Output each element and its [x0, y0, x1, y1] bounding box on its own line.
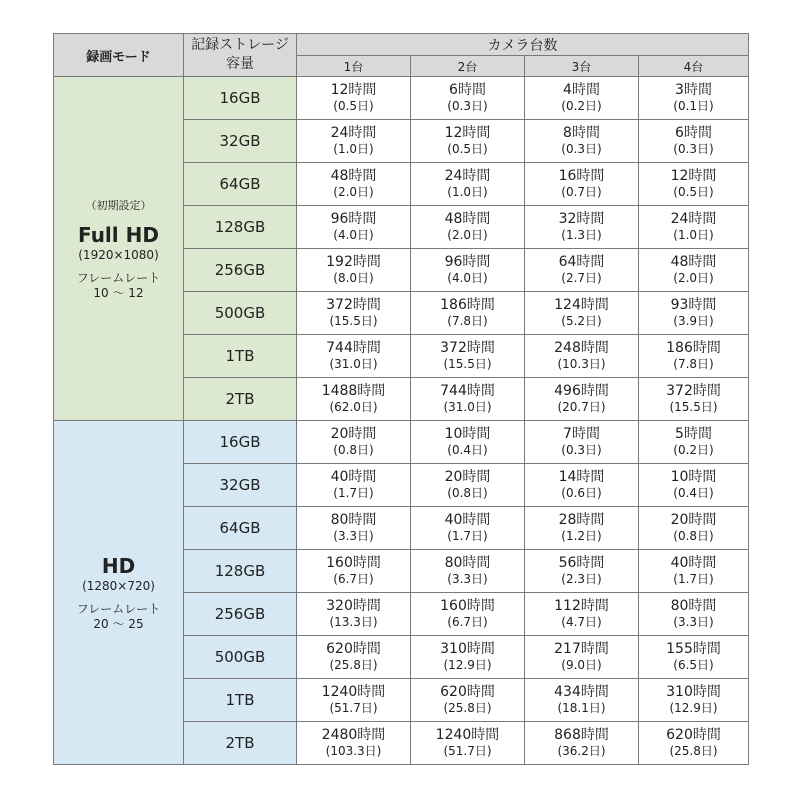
recording-days: (31.0日) — [443, 400, 492, 414]
recording-time-cell — [297, 77, 411, 120]
recording-days: (15.5日) — [329, 314, 378, 328]
recording-days: (12.9日) — [669, 701, 718, 715]
storage-capacity-cell: 500GB — [184, 292, 297, 335]
recording-hours: 320時間 — [326, 598, 381, 614]
header-storage-capacity — [184, 34, 297, 77]
recording-time-cell — [297, 550, 411, 593]
recording-days: (0.5日) — [333, 99, 374, 113]
recording-hours: 112時間 — [554, 598, 609, 614]
recording-time-cell — [297, 593, 411, 636]
recording-time-cell — [639, 335, 749, 378]
recording-hours: 217時間 — [554, 641, 609, 657]
recording-days: (1.2日) — [561, 529, 602, 543]
recording-hours: 160時間 — [440, 598, 495, 614]
recording-days: (1.7日) — [673, 572, 714, 586]
recording-hours: 10時間 — [670, 469, 717, 485]
recording-hours: 12時間 — [444, 125, 491, 141]
recording-days: (4.0日) — [447, 271, 488, 285]
recording-days: (20.7日) — [557, 400, 606, 414]
recording-hours: 620時間 — [326, 641, 381, 657]
recording-days: (10.3日) — [557, 357, 606, 371]
recording-hours: 5時間 — [675, 426, 712, 442]
storage-capacity-cell: 32GB — [184, 120, 297, 163]
recording-days: (0.2日) — [561, 99, 602, 113]
mode-resolution: (1280×720) — [82, 578, 155, 593]
recording-time-cell — [525, 335, 639, 378]
recording-hours: 16時間 — [558, 168, 605, 184]
recording-days: (1.0日) — [447, 185, 488, 199]
recording-time-cell — [411, 593, 525, 636]
recording-time-cell — [297, 335, 411, 378]
storage-capacity-cell: 16GB — [184, 77, 297, 120]
mode-frame-label: フレームレート — [76, 601, 161, 616]
recording-time-cell — [639, 163, 749, 206]
recording-days: (31.0日) — [329, 357, 378, 371]
mode-name: HD — [101, 553, 136, 578]
recording-time-cell — [411, 679, 525, 722]
recording-hours: 186時間 — [440, 297, 495, 313]
header-cameras-1: 1台 — [297, 56, 411, 77]
mode-frame-label: フレームレート — [76, 270, 161, 285]
mode-name: Full HD — [78, 222, 159, 247]
recording-time-cell — [411, 77, 525, 120]
recording-hours: 496時間 — [554, 383, 609, 399]
recording-days: (25.8日) — [669, 744, 718, 758]
recording-days: (0.3日) — [447, 99, 488, 113]
storage-capacity-cell: 2TB — [184, 722, 297, 765]
recording-hours: 248時間 — [554, 340, 609, 356]
header-cameras-4: 4台 — [639, 56, 749, 77]
recording-days: (9.0日) — [561, 658, 602, 672]
recording-hours: 56時間 — [558, 555, 605, 571]
recording-time-cell — [411, 292, 525, 335]
recording-time-cell — [297, 378, 411, 421]
recording-time-cell — [411, 120, 525, 163]
recording-hours: 4時間 — [563, 82, 600, 98]
recording-time-cell — [297, 206, 411, 249]
header-camera-count: カメラ台数 — [297, 34, 749, 56]
recording-time-cell — [411, 378, 525, 421]
recording-days: (5.2日) — [561, 314, 602, 328]
storage-capacity-cell: 16GB — [184, 421, 297, 464]
recording-hours: 2480時間 — [321, 727, 386, 743]
recording-time-cell — [297, 679, 411, 722]
storage-capacity-cell: 64GB — [184, 163, 297, 206]
recording-time-cell — [411, 722, 525, 765]
recording-time-cell — [639, 77, 749, 120]
recording-time-cell — [297, 722, 411, 765]
recording-time-cell — [525, 550, 639, 593]
recording-time-cell — [639, 206, 749, 249]
recording-hours: 24時間 — [670, 211, 717, 227]
recording-hours: 1240時間 — [321, 684, 386, 700]
recording-days: (0.6日) — [561, 486, 602, 500]
recording-time-cell — [639, 249, 749, 292]
recording-time-cell — [411, 335, 525, 378]
recording-hours: 744時間 — [326, 340, 381, 356]
recording-hours: 64時間 — [558, 254, 605, 270]
recording-days: (0.4日) — [447, 443, 488, 457]
mode-resolution: (1920×1080) — [78, 247, 159, 262]
recording-hours: 372時間 — [666, 383, 721, 399]
recording-days: (6.7日) — [447, 615, 488, 629]
recording-time-cell — [525, 636, 639, 679]
recording-time-cell — [411, 421, 525, 464]
recording-hours: 10時間 — [444, 426, 491, 442]
storage-capacity-cell: 128GB — [184, 206, 297, 249]
recording-days: (13.3日) — [329, 615, 378, 629]
mode-frame-rate: 10 ～ 12 — [93, 285, 144, 300]
recording-days: (4.0日) — [333, 228, 374, 242]
recording-time-cell — [525, 464, 639, 507]
recording-time-cell — [525, 421, 639, 464]
recording-hours: 80時間 — [330, 512, 377, 528]
recording-time-cell — [639, 507, 749, 550]
recording-hours: 6時間 — [675, 125, 712, 141]
recording-hours: 434時間 — [554, 684, 609, 700]
recording-hours: 40時間 — [444, 512, 491, 528]
recording-hours: 124時間 — [554, 297, 609, 313]
recording-days: (2.0日) — [673, 271, 714, 285]
recording-days: (36.2日) — [557, 744, 606, 758]
recording-days: (0.5日) — [673, 185, 714, 199]
recording-days: (51.7日) — [443, 744, 492, 758]
recording-time-table — [53, 33, 749, 765]
recording-time-cell — [297, 464, 411, 507]
recording-hours: 160時間 — [326, 555, 381, 571]
recording-days: (0.8日) — [333, 443, 374, 457]
recording-time-cell — [525, 593, 639, 636]
recording-days: (0.7日) — [561, 185, 602, 199]
recording-time-cell — [525, 507, 639, 550]
recording-hours: 7時間 — [563, 426, 600, 442]
recording-time-cell — [525, 77, 639, 120]
recording-days: (103.3日) — [325, 744, 382, 758]
recording-hours: 48時間 — [330, 168, 377, 184]
recording-time-cell — [297, 163, 411, 206]
recording-hours: 48時間 — [444, 211, 491, 227]
recording-days: (8.0日) — [333, 271, 374, 285]
storage-capacity-cell: 64GB — [184, 507, 297, 550]
recording-days: (25.8日) — [329, 658, 378, 672]
recording-time-cell — [411, 163, 525, 206]
recording-hours: 12時間 — [330, 82, 377, 98]
recording-hours: 96時間 — [444, 254, 491, 270]
recording-time-cell — [297, 292, 411, 335]
recording-time-cell — [525, 120, 639, 163]
recording-time-cell — [639, 636, 749, 679]
mode-cell-fullhd — [54, 77, 184, 421]
table-row — [54, 421, 749, 464]
recording-hours: 8時間 — [563, 125, 600, 141]
recording-days: (3.3日) — [447, 572, 488, 586]
recording-time-cell — [639, 593, 749, 636]
storage-capacity-cell: 32GB — [184, 464, 297, 507]
header-cameras-2: 2台 — [411, 56, 525, 77]
recording-days: (0.3日) — [673, 142, 714, 156]
recording-hours: 620時間 — [440, 684, 495, 700]
recording-time-cell — [411, 636, 525, 679]
recording-hours: 12時間 — [670, 168, 717, 184]
recording-days: (3.3日) — [333, 529, 374, 543]
recording-hours: 14時間 — [558, 469, 605, 485]
recording-time-cell — [639, 292, 749, 335]
recording-time-cell — [411, 507, 525, 550]
recording-days: (0.3日) — [561, 142, 602, 156]
table-row — [54, 77, 749, 120]
recording-time-cell — [639, 679, 749, 722]
recording-time-cell — [297, 507, 411, 550]
recording-time-cell — [525, 378, 639, 421]
recording-time-cell — [525, 249, 639, 292]
recording-days: (2.3日) — [561, 572, 602, 586]
recording-time-cell — [297, 421, 411, 464]
header-storage-line2: 容量 — [226, 56, 254, 72]
recording-days: (0.2日) — [673, 443, 714, 457]
recording-days: (1.7日) — [447, 529, 488, 543]
storage-capacity-cell: 128GB — [184, 550, 297, 593]
recording-hours: 48時間 — [670, 254, 717, 270]
recording-days: (1.0日) — [333, 142, 374, 156]
recording-hours: 372時間 — [326, 297, 381, 313]
recording-hours: 1488時間 — [321, 383, 386, 399]
storage-capacity-cell: 1TB — [184, 335, 297, 378]
recording-time-cell — [639, 550, 749, 593]
recording-time-cell — [411, 464, 525, 507]
recording-days: (2.0日) — [447, 228, 488, 242]
header-storage-line1: 記録ストレージ — [191, 37, 289, 53]
recording-days: (0.4日) — [673, 486, 714, 500]
storage-capacity-cell: 2TB — [184, 378, 297, 421]
recording-hours: 620時間 — [666, 727, 721, 743]
recording-time-cell — [525, 722, 639, 765]
recording-hours: 192時間 — [326, 254, 381, 270]
recording-time-cell — [411, 550, 525, 593]
recording-days: (12.9日) — [443, 658, 492, 672]
recording-hours: 20時間 — [330, 426, 377, 442]
recording-hours: 310時間 — [440, 641, 495, 657]
recording-hours: 155時間 — [666, 641, 721, 657]
recording-hours: 310時間 — [666, 684, 721, 700]
recording-hours: 744時間 — [440, 383, 495, 399]
recording-days: (62.0日) — [329, 400, 378, 414]
recording-time-cell — [525, 679, 639, 722]
recording-hours: 24時間 — [330, 125, 377, 141]
recording-days: (6.5日) — [673, 658, 714, 672]
recording-time-cell — [639, 722, 749, 765]
recording-days: (7.8日) — [447, 314, 488, 328]
recording-hours: 868時間 — [554, 727, 609, 743]
recording-time-cell — [525, 292, 639, 335]
recording-days: (3.9日) — [673, 314, 714, 328]
recording-days: (4.7日) — [561, 615, 602, 629]
recording-hours: 80時間 — [670, 598, 717, 614]
recording-hours: 24時間 — [444, 168, 491, 184]
recording-hours: 1240時間 — [435, 727, 500, 743]
mode-note: （初期設定） — [85, 198, 152, 212]
recording-days: (1.3日) — [561, 228, 602, 242]
recording-days: (51.7日) — [329, 701, 378, 715]
recording-days: (18.1日) — [557, 701, 606, 715]
recording-days: (1.0日) — [673, 228, 714, 242]
recording-hours: 186時間 — [666, 340, 721, 356]
recording-time-cell — [411, 249, 525, 292]
recording-hours: 80時間 — [444, 555, 491, 571]
recording-days: (2.0日) — [333, 185, 374, 199]
recording-hours: 96時間 — [330, 211, 377, 227]
recording-days: (7.8日) — [673, 357, 714, 371]
recording-time-cell — [639, 421, 749, 464]
recording-days: (2.7日) — [561, 271, 602, 285]
recording-time-cell — [525, 206, 639, 249]
recording-hours: 40時間 — [670, 555, 717, 571]
recording-days: (15.5日) — [443, 357, 492, 371]
recording-time-cell — [411, 206, 525, 249]
recording-days: (3.3日) — [673, 615, 714, 629]
storage-capacity-cell: 1TB — [184, 679, 297, 722]
recording-time-cell — [297, 249, 411, 292]
recording-hours: 32時間 — [558, 211, 605, 227]
recording-days: (25.8日) — [443, 701, 492, 715]
recording-days: (0.1日) — [673, 99, 714, 113]
recording-hours: 40時間 — [330, 469, 377, 485]
recording-time-cell — [297, 636, 411, 679]
storage-capacity-cell: 256GB — [184, 249, 297, 292]
recording-days: (1.7日) — [333, 486, 374, 500]
storage-capacity-cell: 500GB — [184, 636, 297, 679]
storage-capacity-cell: 256GB — [184, 593, 297, 636]
recording-hours: 6時間 — [449, 82, 486, 98]
recording-days: (0.5日) — [447, 142, 488, 156]
mode-frame-rate: 20 ～ 25 — [93, 616, 144, 631]
recording-time-cell — [639, 120, 749, 163]
recording-time-cell — [525, 163, 639, 206]
recording-time-cell — [639, 378, 749, 421]
recording-hours: 3時間 — [675, 82, 712, 98]
recording-hours: 93時間 — [670, 297, 717, 313]
recording-hours: 20時間 — [444, 469, 491, 485]
header-recording-mode: 録画モード — [54, 34, 184, 77]
recording-days: (15.5日) — [669, 400, 718, 414]
recording-days: (0.8日) — [673, 529, 714, 543]
recording-time-cell — [297, 120, 411, 163]
recording-hours: 20時間 — [670, 512, 717, 528]
recording-days: (6.7日) — [333, 572, 374, 586]
recording-time-cell — [639, 464, 749, 507]
recording-hours: 28時間 — [558, 512, 605, 528]
recording-days: (0.8日) — [447, 486, 488, 500]
recording-hours: 372時間 — [440, 340, 495, 356]
mode-cell-hd — [54, 421, 184, 765]
recording-days: (0.3日) — [561, 443, 602, 457]
header-cameras-3: 3台 — [525, 56, 639, 77]
